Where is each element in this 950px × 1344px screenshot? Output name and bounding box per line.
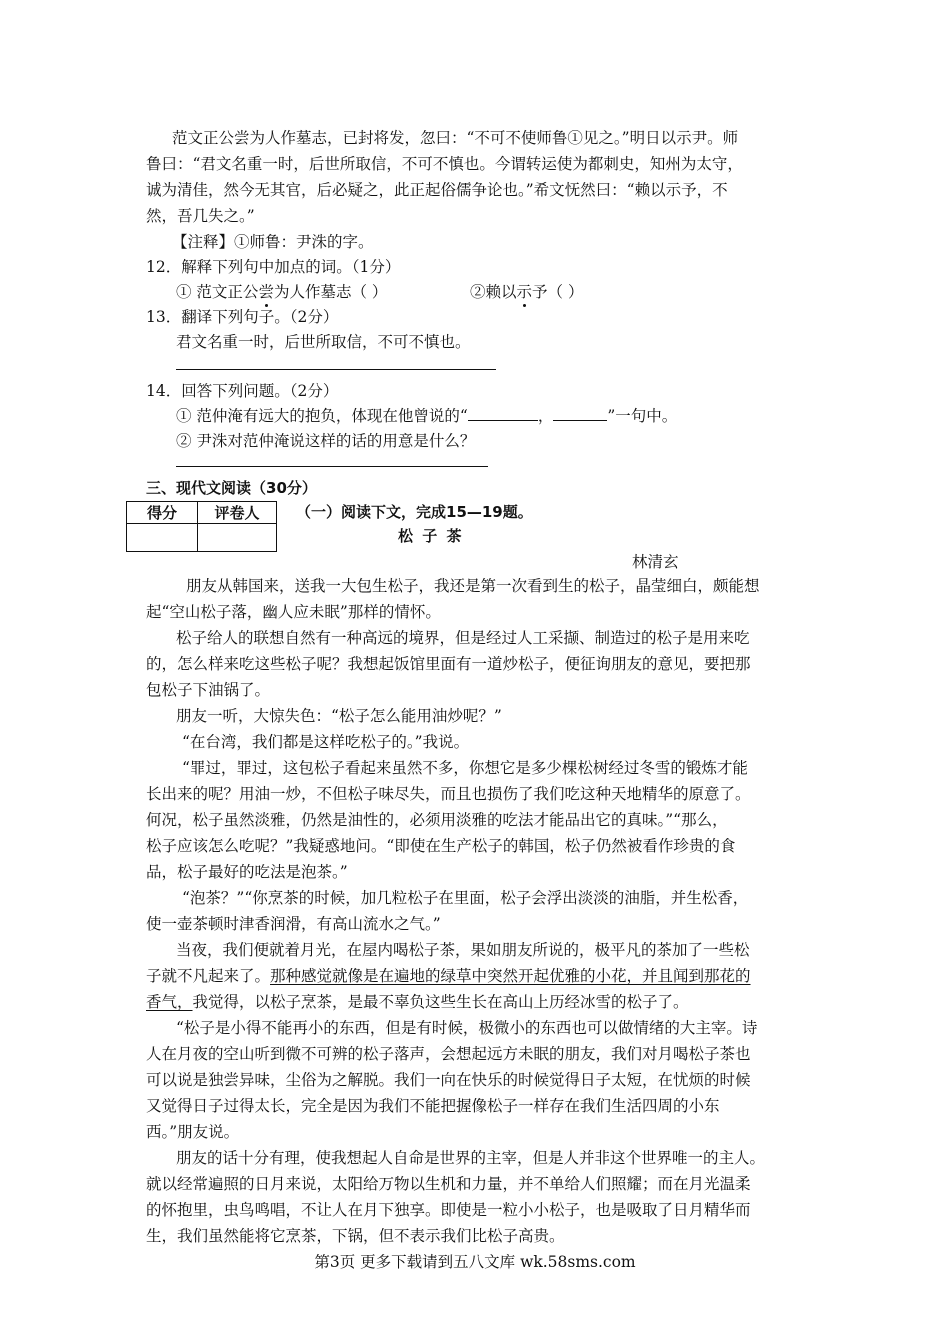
question-12-stem: 12．解释下列句中加点的词。（1分） bbox=[146, 258, 401, 276]
article-line: “泡茶？”“你烹茶的时候，加几粒松子在里面，松子会浮出淡淡的油脂，并生松香， bbox=[182, 889, 749, 907]
underlined-sentence-end: 香气， bbox=[146, 993, 193, 1011]
article-line: 又觉得日子过得太长，完全是因为我们不能把握像松子一样存在我们生活四周的小东 bbox=[146, 1097, 720, 1115]
article-line: 当夜，我们便就着月光，在屋内喝松子茶，果如朋友所说的，极平凡的茶加了一些松 bbox=[176, 941, 750, 959]
answer-line-14[interactable] bbox=[176, 466, 488, 467]
article-line: 品，松子最好的吃法是泡茶。” bbox=[146, 863, 348, 881]
question-12-item-1: ① 范文正公尝为人作墓志（ ） bbox=[176, 283, 388, 301]
article-line: “松子是小得不能再小的东西，但是有时候，极微小的东西也可以做情绪的大主宰。诗 bbox=[176, 1019, 758, 1037]
grader-header: 评卷人 bbox=[198, 502, 277, 524]
article-line: “罪过，罪过，这包松子看起来虽然不多，你想它是多少棵松树经过冬雪的锻炼才能 bbox=[182, 759, 748, 777]
article-line: 松子应该怎么吃呢？”我疑惑地问。“即使在生产松子的韩国，松子仍然被看作珍贵的食 bbox=[146, 837, 736, 855]
article-line: 西。”朋友说。 bbox=[146, 1123, 240, 1141]
section-3-heading: 三、现代文阅读（30分） bbox=[146, 479, 317, 497]
part-1-instruction: （一）阅读下文，完成15—19题。 bbox=[296, 503, 533, 521]
classical-line-3: 诚为清佳，然今无其官，后必疑之，此正起俗儒争论也。”希文怃然曰：“赖以示予，不 bbox=[146, 181, 728, 199]
article-line: 长出来的呢？用油一炒，不但松子味尽失，而且也损伤了我们吃这种天地精华的原意了。 bbox=[146, 785, 751, 803]
classical-line-2: 鲁曰：“君文名重一时，后世所取信，不可不慎也。今谓转运使为都刺史，知州为太守， bbox=[146, 155, 743, 173]
blank-1[interactable] bbox=[468, 406, 538, 421]
article-line: 生，我们虽然能将它烹茶，下锅，但不表示我们比松子高贵。 bbox=[146, 1227, 565, 1245]
article-line: 松子给人的联想自然有一种高远的境界，但是经过人工采撷、制造过的松子是用来吃 bbox=[176, 629, 750, 647]
score-table bbox=[126, 501, 277, 552]
article-line: 包松子下油锅了。 bbox=[146, 681, 271, 699]
question-13-stem: 13．翻译下列句子。（2分） bbox=[146, 308, 339, 326]
article-line: 朋友一听，大惊失色：“松子怎么能用油炒呢？” bbox=[176, 707, 502, 725]
dotted-word-1: 尝 bbox=[258, 283, 274, 301]
article-line: 的，怎么样来吃这些松子呢？我想起饭馆里面有一道炒松子，便征询朋友的意见，要把那 bbox=[146, 655, 751, 673]
classical-line-4: 然，吾几失之。” bbox=[146, 207, 255, 225]
article-line: 就以经常遍照的日月来说，太阳给万物以生机和力量，并不单给人们照耀；而在月光温柔 bbox=[146, 1175, 751, 1193]
article-line: 香气，我觉得，以松子烹茶，是最不辜负这些生长在高山上历经冰雪的松子了。 bbox=[146, 993, 689, 1011]
article-line: 的怀抱里，虫鸟鸣唱，不让人在月下独享。即使是一粒小小松子，也是吸取了日月精华而 bbox=[146, 1201, 751, 1219]
article-title: 松 子 茶 bbox=[398, 527, 464, 545]
grader-cell[interactable] bbox=[198, 524, 277, 552]
article-author: 林清玄 bbox=[632, 553, 679, 571]
article-line: “在台湾，我们都是这样吃松子的。”我说。 bbox=[182, 733, 470, 751]
question-13-sentence: 君文名重一时，后世所取信，不可不慎也。 bbox=[176, 333, 471, 351]
blank-2[interactable] bbox=[553, 406, 607, 421]
article-line: 朋友的话十分有理，使我想起人自命是世界的主宰，但是人并非这个世界唯一的主人。 bbox=[176, 1149, 766, 1167]
article-line: 朋友从韩国来，送我一大包生松子，我还是第一次看到生的松子，晶莹细白，颇能想 bbox=[186, 577, 760, 595]
underlined-sentence: 那种感觉就像是在遍地的绿草中突然开起优雅的小花，并且闻到那花的 bbox=[270, 967, 751, 985]
score-header: 得分 bbox=[127, 502, 198, 524]
article-line: 起“空山松子落，幽人应未眠”那样的情怀。 bbox=[146, 603, 441, 621]
article-line: 何况，松子虽然淡雅，仍然是油性的，必须用淡雅的吃法才能品出它的真味。”“那么， bbox=[146, 811, 728, 829]
question-12-item-2: ②赖以示予（ ） bbox=[470, 283, 584, 301]
page-footer: 第3页 更多下载请到五八文库 wk.58sms.com bbox=[314, 1253, 636, 1271]
dotted-word-2: 示 bbox=[516, 283, 533, 301]
article-line: 人在月夜的空山听到微不可辨的松子落声，会想起远方未眠的朋友，我们对月喝松子茶也 bbox=[146, 1045, 751, 1063]
question-14-item-1: ① 范仲淹有远大的抱负，体现在他曾说的“ ， ”一句中。 bbox=[176, 407, 678, 425]
answer-line-13[interactable] bbox=[176, 369, 496, 370]
classical-line-1: 范文正公尝为人作墓志，已封将发，忽曰：“不可不使师鲁①见之。”明日以示尹。师 bbox=[172, 129, 739, 147]
article-line: 使一壶茶顿时津香润滑，有高山流水之气。” bbox=[146, 915, 441, 933]
article-line: 可以说是独尝异味，尘俗为之解脱。我们一向在快乐的时候觉得日子太短，在忧烦的时候 bbox=[146, 1071, 751, 1089]
article-line: 子就不凡起来了。那种感觉就像是在遍地的绿草中突然开起优雅的小花，并且闻到那花的 bbox=[146, 967, 751, 985]
score-cell[interactable] bbox=[127, 524, 198, 552]
annotation-note: 【注释】①师鲁：尹洙的字。 bbox=[172, 233, 374, 251]
question-14-stem: 14．回答下列问题。（2分） bbox=[146, 382, 339, 400]
question-14-item-2: ② 尹洙对范仲淹说这样的话的用意是什么？ bbox=[176, 432, 476, 450]
